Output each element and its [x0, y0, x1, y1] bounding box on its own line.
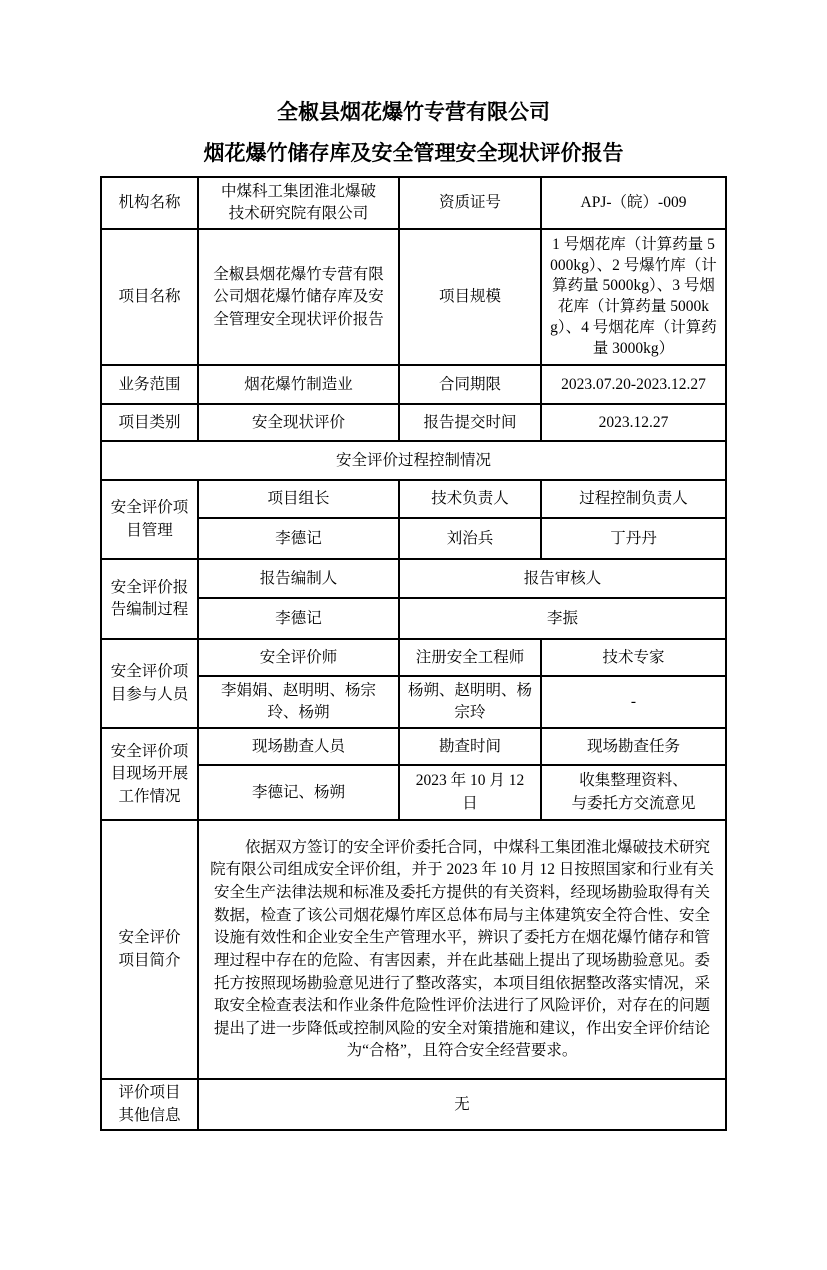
report-submit-value: 2023.12.27 — [541, 404, 726, 441]
document-title: 全椒县烟花爆竹专营有限公司 — [277, 100, 550, 124]
org-name-label: 机构名称 — [101, 177, 198, 229]
cert-number-label: 资质证号 — [399, 177, 541, 229]
project-name-label: 项目名称 — [101, 229, 198, 365]
tech-lead-name: 刘治兵 — [399, 518, 541, 559]
project-category-label: 项目类别 — [101, 404, 198, 441]
business-scope-label: 业务范围 — [101, 365, 198, 404]
cert-number-value: APJ-（皖）-009 — [541, 177, 726, 229]
sitework-section-label: 安全评价项目现场开展工作情况 — [101, 728, 198, 820]
registered-engineer-header: 注册安全工程师 — [399, 639, 541, 676]
safety-assessor-header: 安全评价师 — [198, 639, 399, 676]
contract-period-label: 合同期限 — [399, 365, 541, 404]
evaluation-report-table — [100, 176, 727, 1131]
summary-section-label: 安全评价 项目简介 — [101, 820, 198, 1079]
org-name-value: 中煤科工集团淮北爆破 技术研究院有限公司 — [198, 177, 399, 229]
row-compilation-head — [101, 559, 726, 598]
row-summary — [101, 820, 726, 1079]
row-category — [101, 404, 726, 441]
tech-expert-header: 技术专家 — [541, 639, 726, 676]
report-writer-name: 李德记 — [198, 598, 399, 639]
report-reviewer-name: 李振 — [399, 598, 726, 639]
row-sitework-head — [101, 728, 726, 765]
safety-assessor-names: 李娟娟、赵明明、杨宗玲、杨朔 — [198, 676, 399, 728]
tech-expert-names: - — [541, 676, 726, 728]
summary-text: 依据双方签订的安全评价委托合同，中煤科工集团淮北爆破技术研究院有限公司组成安全评价组，并于 2023 年 10 月 12 日按照国家和行业有关安全生产法律法规和标准及委托方提供的有关资料，经现场勘验取得有关数据，检查了该公司烟花爆竹库区总体布局与主体建筑安全符合性、安全设施有效性和企业安全生产管理水平，辨识了委托方在烟花爆竹储存和管理过程中存在的危险、有害因素，并在此基础上提出了现场勘验意见。委托方按照现场勘验意见进行了整改落实，本项目组依据整改落实情况，采取安全检查表法和作业条件危险性评价法进行了风险评价，对存在的问题提出了进一步降低或控制风险的安全对策措施和建议，作出安全评价结论为“合格”，且符合安全经营要求。 — [198, 820, 726, 1079]
report-reviewer-header: 报告审核人 — [399, 559, 726, 598]
row-participants-head — [101, 639, 726, 676]
site-survey-staff-header: 现场勘查人员 — [198, 728, 399, 765]
business-scope-value: 烟花爆竹制造业 — [198, 365, 399, 404]
row-other-info — [101, 1079, 726, 1130]
report-submit-label: 报告提交时间 — [399, 404, 541, 441]
management-section-label: 安全评价项目管理 — [101, 480, 198, 559]
site-survey-staff-names: 李德记、杨朔 — [198, 765, 399, 820]
survey-task-value: 收集整理资料、 与委托方交流意见 — [541, 765, 726, 820]
project-scale-value: 1 号烟花库（计算药量 5000kg）、2 号爆竹库（计算药量 5000kg）、3 号烟花库（计算药量 5000kg）、4 号烟花库（计算药量 3000kg） — [541, 229, 726, 365]
row-management-head — [101, 480, 726, 518]
row-org — [101, 177, 726, 229]
survey-time-header: 勘查时间 — [399, 728, 541, 765]
row-project — [101, 229, 726, 365]
process-control-lead-name: 丁丹丹 — [541, 518, 726, 559]
process-control-section-header: 安全评价过程控制情况 — [101, 441, 726, 480]
project-leader-header: 项目组长 — [198, 480, 399, 518]
compilation-section-label: 安全评价报告编制过程 — [101, 559, 198, 639]
project-category-value: 安全现状评价 — [198, 404, 399, 441]
project-scale-label: 项目规模 — [399, 229, 541, 365]
participants-section-label: 安全评价项目参与人员 — [101, 639, 198, 728]
project-name-value: 全椒县烟花爆竹专营有限公司烟花爆竹储存库及安全管理安全现状评价报告 — [198, 229, 399, 365]
survey-task-header: 现场勘查任务 — [541, 728, 726, 765]
tech-lead-header: 技术负责人 — [399, 480, 541, 518]
row-scope — [101, 365, 726, 404]
process-control-lead-header: 过程控制负责人 — [541, 480, 726, 518]
other-info-value: 无 — [198, 1079, 726, 1130]
other-info-label: 评价项目 其他信息 — [101, 1079, 198, 1130]
document-subtitle: 烟花爆竹储存库及安全管理安全现状评价报告 — [203, 141, 624, 166]
row-process-section — [101, 441, 726, 480]
project-leader-name: 李德记 — [198, 518, 399, 559]
contract-period-value: 2023.07.20-2023.12.27 — [541, 365, 726, 404]
report-writer-header: 报告编制人 — [198, 559, 399, 598]
registered-engineer-names: 杨朔、赵明明、杨宗玲 — [399, 676, 541, 728]
survey-time-value: 2023 年 10 月 12 日 — [399, 765, 541, 820]
